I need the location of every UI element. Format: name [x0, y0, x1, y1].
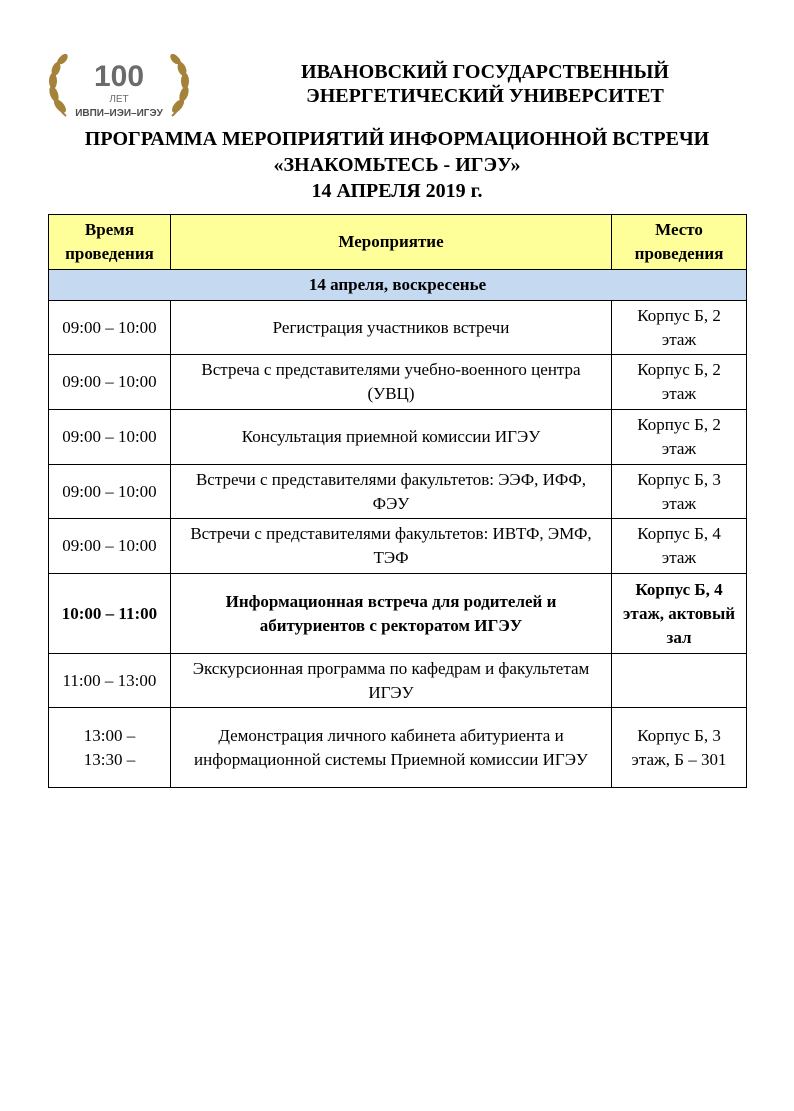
row-time: 10:00 – 11:00	[49, 574, 171, 654]
schedule-table	[48, 214, 747, 788]
table-row	[49, 355, 747, 410]
row-event: Информационная встреча для родителей и абитуриентов с ректоратом ИГЭУ	[170, 574, 611, 654]
day-row	[49, 270, 747, 301]
row-place: Корпус Б, 3 этаж, Б – 301	[612, 708, 747, 788]
table-row	[49, 301, 747, 355]
program-title-line1: ПРОГРАММА МЕРОПРИЯТИЙ ИНФОРМАЦИОННОЙ ВСТРЕЧИ	[84, 128, 710, 150]
row-time: 09:00 – 10:00	[49, 465, 171, 519]
row-event: Экскурсионная программа по кафедрам и факультетам ИГЭУ	[170, 654, 611, 708]
row-event: Встречи с представителями факультетов: ИВТФ, ЭМФ, ТЭФ	[170, 519, 611, 574]
logo-acronyms: ИВПИ–ИЭИ–ИГЭУ	[75, 108, 163, 119]
table-row	[49, 465, 747, 519]
row-place: Корпус Б, 2 этаж	[612, 301, 747, 355]
row-event: Демонстрация личного кабинета абитуриента и информационной системы Приемной комиссии ИГЭУ	[170, 708, 611, 788]
university-name-line1: ИВАНОВСКИЙ ГОСУДАРСТВЕННЫЙ	[301, 61, 669, 83]
row-time: 13:00 – 13:30 –	[49, 708, 171, 788]
header-time: Время проведения	[49, 215, 171, 270]
row-place	[612, 654, 747, 708]
table-row	[49, 574, 747, 654]
logo-number: 100	[93, 60, 145, 93]
table-row	[49, 708, 747, 788]
row-place: Корпус Б, 2 этаж	[612, 410, 747, 465]
row-time: 09:00 – 10:00	[49, 410, 171, 465]
row-time: 09:00 – 10:00	[49, 519, 171, 574]
row-place: Корпус Б, 4 этаж	[612, 519, 747, 574]
row-place: Корпус Б, 2 этаж	[612, 355, 747, 410]
row-event: Встречи с представителями факультетов: ЭЭФ, ИФФ, ФЭУ	[170, 465, 611, 519]
logo-years: ЛЕТ	[109, 94, 129, 105]
table-row	[49, 410, 747, 465]
table-row	[49, 519, 747, 574]
header-place: Место проведения	[612, 215, 747, 270]
university-100-years-logo	[44, 44, 194, 126]
university-name	[250, 60, 720, 108]
university-name-line2: ЭНЕРГЕТИЧЕСКИЙ УНИВЕРСИТЕТ	[306, 85, 664, 107]
program-title-line2: «ЗНАКОМЬТЕСЬ - ИГЭУ»	[273, 154, 521, 176]
row-event: Регистрация участников встречи	[170, 301, 611, 355]
day-label: 14 апреля, воскресенье	[49, 270, 747, 301]
row-event: Встреча с представителями учебно-военного центра (УВЦ)	[170, 355, 611, 410]
row-place: Корпус Б, 3 этаж	[612, 465, 747, 519]
program-title	[20, 126, 774, 204]
program-date: 14 АПРЕЛЯ 2019 г.	[311, 180, 483, 202]
row-place: Корпус Б, 4 этаж, актовый зал	[612, 574, 747, 654]
row-time: 09:00 – 10:00	[49, 355, 171, 410]
row-time: 09:00 – 10:00	[49, 301, 171, 355]
table-header-row	[49, 215, 747, 270]
table-row	[49, 654, 747, 708]
row-time: 11:00 – 13:00	[49, 654, 171, 708]
row-event: Консультация приемной комиссии ИГЭУ	[170, 410, 611, 465]
header-event: Мероприятие	[170, 215, 611, 270]
